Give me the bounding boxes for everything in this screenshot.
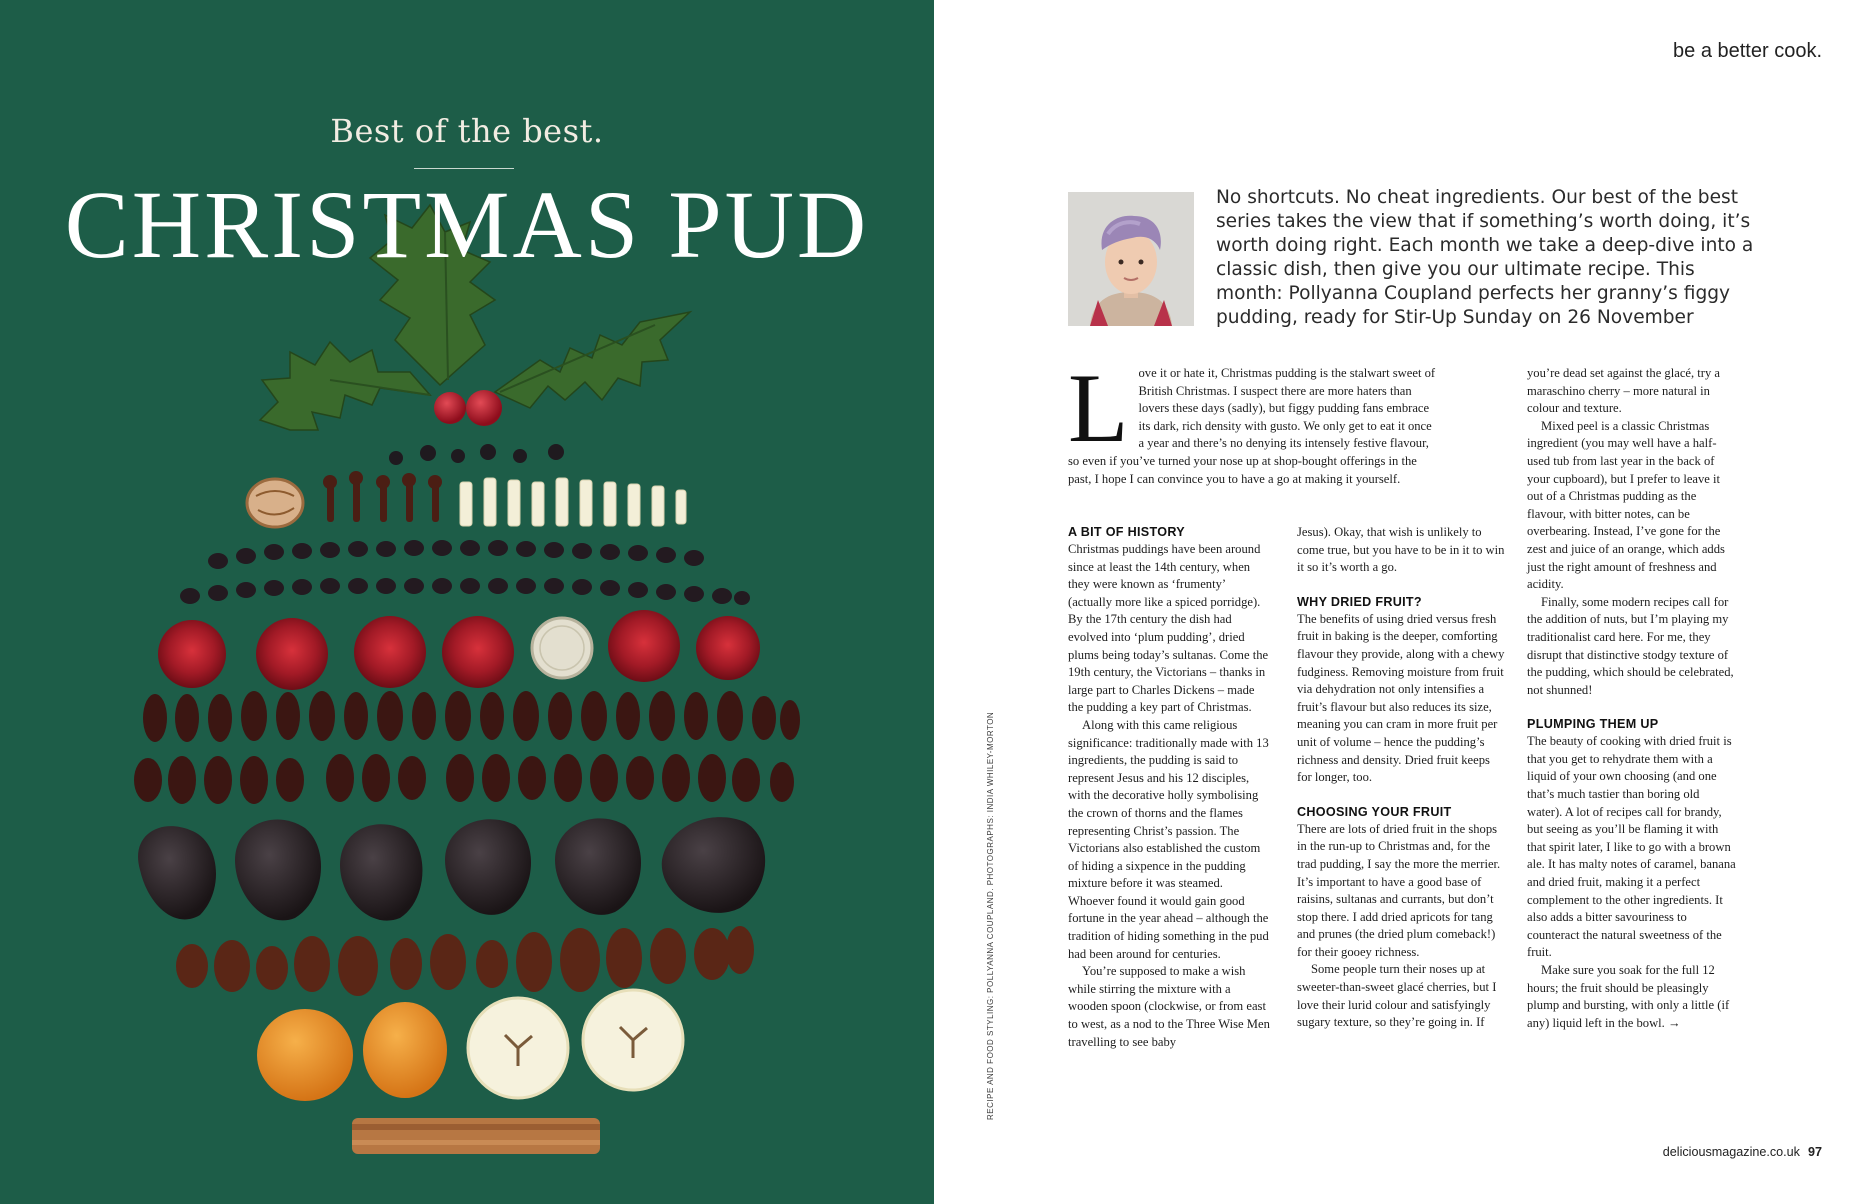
body-paragraph: you’re dead set against the glacé, try a maraschino cherry – more natural in colour and texture. (1527, 366, 1721, 416)
photo-credit: RECIPE AND FOOD STYLING: POLLYANNA COUPLAND. PHOTOGRAPHS: INDIA WHILEY-MORTON (986, 711, 995, 1120)
page-footer (1663, 1145, 1822, 1159)
cinnamon-stick (352, 1118, 600, 1154)
currants-rows (180, 540, 750, 605)
site-url: deliciousmagazine.co.uk (1662, 1145, 1800, 1159)
currants-row-top (389, 444, 564, 465)
body-paragraph: There are lots of dried fruit in the shops in the run-up to Christmas and, for the trad pudding, I say the more the merrier. It’s important to have a good base of raisins, sultanas and currants, but don’t stop there. I add dried apricots for tang and prunes (the dried plum comeback!) for their gooey richness. (1297, 821, 1501, 959)
glace-cherries-row (158, 610, 760, 690)
lede-text: ove it or hate it, Christmas pudding is the stalwart sweet of British Christmas. I suspect there are more haters than lovers these days (sadly), but figgy pudding fans embrace its dark, rich density with gusto. We only get to eat it once a year and there’s no denying its intensely festive flavour, so even if you’ve turned your nose up at shop-bought offerings in the past, I hope I can convince you to have a go at making it yourself. (1068, 366, 1436, 486)
headline: CHRISTMAS PUD (64, 171, 870, 278)
body-paragraph: Finally, some modern recipes call for the addition of nuts, but I’m playing my traditionalist card here. For me, they disrupt that distinctive stodgy texture of the pudding, which should be celebrated, not shunned! (1527, 594, 1734, 697)
body-paragraph: You’re supposed to make a wish while stirring the mixture with a wooden spoon (clockwise, or from east to west, as a nod to the Three Wise Men travelling to see baby (1068, 964, 1270, 1049)
body-paragraph: The beauty of cooking with dried fruit is that you get to rehydrate them with a liquid of your own choosing (and one that’s much tastier than boring old water). A lot of recipes call for brandy, but seeing as you’ll be flaming it with that spirit later, I like to go with a brown ale. It has malty notes of caramel, banana and dried fruit, making it a perfect complement to the other ingredients. It also adds a bitter savouriness to counteract the natural sweetness of the fruit. (1527, 734, 1736, 960)
body-paragraph: Jesus). Okay, that wish is unlikely to come true, but you have to be in it to win it so it’s worth a go. (1297, 525, 1505, 575)
body-paragraph: Along with this came religious significance: traditionally made with 13 ingredients, the pudding is said to represent Jesus and his 12 disciples, with the decorative holly symbolising the crown of thorns and the flames representing Christ’s passion. The Victorians also established the custom of hiding a sixpence in the pudding mixture before it was steamed. Whoever found it would gain good fortune in the year ahead – although the tradition of hiding something in the pud had been around for centuries. (1068, 717, 1269, 961)
holly-berries (434, 390, 502, 426)
kicker: Best of the best. (330, 112, 604, 150)
column-1 (1068, 524, 1270, 1051)
body-paragraph: Some people turn their noses up at sweeter-than-sweet glacé cherries, but I love their lurid colour and satisfyingly sugary texture, so they’re going in. If (1297, 962, 1497, 1030)
author-portrait (1068, 192, 1194, 326)
body-paragraph: Mixed peel is a classic Christmas ingredient (you may well have a half-used tub from last year in the back of your cupboard), but I prefer to leave it out of a Christmas pudding as the flavour, with bitter notes, can be overbearing. Instead, I’ve gone for the zest and juice of an orange, which adds just the right amount of freshness and acidity. (1527, 418, 1725, 592)
sultanas-row (176, 926, 754, 996)
intro-standfirst: No shortcuts. No cheat ingredients. Our best of the best series takes the view that if something’s worth doing, it’s worth doing right. Each month we take a deep-dive into a classic dish, then give you our ultimate recipe. This month: Pollyanna Coupland perfects her granny’s figgy pudding, ready for Stir-Up Sunday on 26 November (1216, 187, 1754, 328)
tagline: be a better cook. (1673, 40, 1822, 62)
prunes-row (138, 817, 765, 920)
column-3 (1527, 365, 1737, 1032)
left-page (0, 0, 934, 1204)
nutmeg-cloves-peel-row (247, 471, 686, 527)
sixpence-coin (532, 618, 592, 678)
heading-choosing-fruit: CHOOSING YOUR FRUIT (1297, 804, 1452, 819)
heading-history: A BIT OF HISTORY (1068, 525, 1185, 539)
heading-plumping: PLUMPING THEM UP (1527, 717, 1659, 732)
lede-paragraph (1068, 354, 1438, 488)
body-paragraph: Make sure you soak for the full 12 hours; the fruit should be pleasingly plump and bursting, with only a little (if any) liquid left in the bowl. → (1527, 963, 1730, 1030)
raisins-rows (134, 691, 800, 804)
apricots-banana-row (257, 990, 683, 1101)
heading-why-dried-fruit: WHY DRIED FRUIT? (1297, 594, 1422, 609)
page-number: 97 (1807, 1145, 1822, 1159)
column-2 (1297, 524, 1505, 1032)
right-page (934, 0, 1870, 1204)
body-paragraph: The benefits of using dried versus fresh fruit in baking is the deeper, comforting flavour they provide, along with a chewy fudginess. Removing moisture from fruit via dehydration not only intensifies a fruit’s flavour but also reduces its size, meaning you can cram in more fruit per unit of volume – hence the pudding’s richness and density. Dried fruit keeps for longer, too. (1297, 611, 1505, 785)
drop-cap: L (1068, 354, 1129, 463)
body-paragraph: Christmas puddings have been around since at least the 14th century, when they were known as ‘frumenty’ (actually more like a spiced porridge). By the 17th century the dish had evolved into ‘plum pudding’, dried plums being today’s sultanas. Come the 19th century, the Victorians – thanks in large part to Charles Dickens – made the pudding a key part of Christmas. (1068, 542, 1269, 715)
